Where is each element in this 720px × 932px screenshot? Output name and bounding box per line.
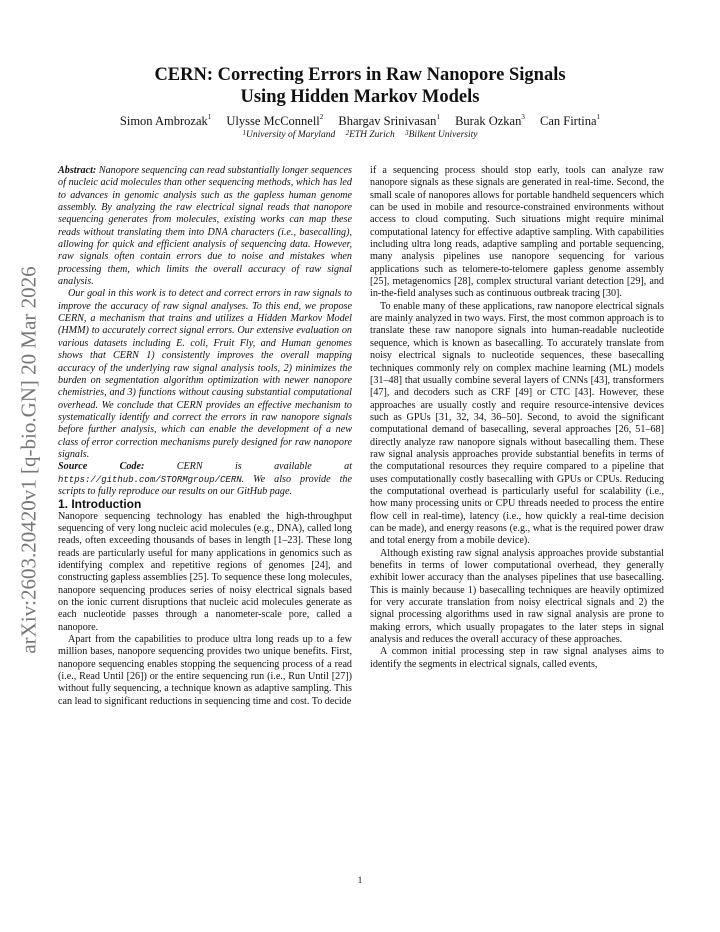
author-list [0, 114, 720, 129]
body-paragraph: Nanopore sequencing technology has enabled the high-throughput sequencing of very long nucleic acid molecules (e.g., DNA), called long reads, often exceeding thousands of bases in length [1–23]. These long reads are particularly useful for many applications in genomics such as identifying complex and repetitive regions of genomes [24], and constructing gapless assemblies [25]. To sequence these long molecules, nanopore sequencing produces series of noisy electrical signals based on the ionic current disruptions that nucleic acid molecules generate as each nucleotide passes through a nanometer-scale pore, called a nanopore. [58, 510, 352, 633]
body-paragraph: if a sequencing process should stop early, tools can analyze raw nanopore signals as these signals are generated in real-time. Second, the small scale of nanopores allows for portable handheld sequencers which can be used in mobile and resource-constrained environments without access to cloud computing. Such situations might require minimal computational latency for effective adaptive sampling. With capabilities including ultra long reads, adaptive sampling and portable sequencing, many analysis pipelines use nanopore sequencing for various applications such as telomere-to-telomere gapless genome assembly [25], metagenomics [28], complex structural variant detection [29], and in-the-field analyses such as continuous outbreak tracing [30]. [370, 165, 664, 300]
section-heading: 1. Introduction [58, 497, 142, 512]
abstract-label: Abstract: [58, 165, 97, 176]
affiliation-list [0, 130, 720, 140]
left-column [58, 165, 352, 708]
page-number: 1 [357, 876, 363, 886]
author: Ulysse McConnell$^2$ [226, 113, 324, 128]
body-paragraph: Apart from the capabilities to produce ultra long reads up to a few million bases, nanopore sequencing provides two unique benefits. First, nanopore sequencing enables stopping the sequencing process of a read (i.e., Read Until [26]) or the entire sequencing run (i.e., Run Until [27]) without fully sequencing, a technique known as adaptive sampling. This can lead to significant reductions in sequencing time and cost. To decide [58, 634, 352, 707]
body-paragraph: A common initial processing step in raw signal analyses aims to identify the segments in electrical signals, called events, [370, 646, 664, 670]
abstract-paragraph: Abstract: Nanopore sequencing can read substantially longer sequences of nucleic acid molecules than other sequencing methods, which has led to advances in genomic analysis such as the gapless human genome assembly. By analyzing the raw electrical signal reads that nanopore sequencing generates from molecules, existing works can map these reads without translating them into DNA characters (i.e., basecalling), allowing for quick and efficient analysis of sequencing data. However, raw signals often contain errors due to noise and mistakes when processing them, which limits the overall accuracy of raw signal analysis. [58, 165, 352, 288]
author: Bhargav Srinivasan$^1$ [338, 113, 440, 128]
paper-title-line2: Using Hidden Markov Models [240, 87, 480, 107]
author: Can Firtina$^1$ [539, 113, 601, 128]
source-code-paragraph: Source Code: CERN is available at https://github.com/STORMgroup/CERN. We also provide the scripts to fully reproduce our results on our GitHub page. [58, 461, 353, 497]
body-paragraph: Although existing raw signal analysis approaches provide substantial benefits in terms of lower computational overhead, they generally exhibit lower accuracy than the analyses pipelines that use basecalling. This is mainly because 1) basecalling techniques are heavily optimized for very accurate translation from noisy electrical signals and 2) the signal processing algorithms used in raw signal analysis are prone to making errors, which usually propagates to the later steps in signal analysis and reduces the overall accuracy of these approaches. [370, 547, 664, 646]
affiliation: $^2$ETH Zurich [345, 129, 395, 140]
paper-title-line1: CERN: Correcting Errors in Raw Nanopore Signals [154, 65, 566, 85]
right-column [370, 165, 664, 671]
arxiv-side-identifier: arXiv:2603.20420v1 [q-bio.GN] 20 Mar 2026 [16, 266, 41, 654]
affiliation: $^1$University of Maryland [242, 129, 336, 140]
abstract-paragraph: Our goal in this work is to detect and correct errors in raw signals to improve the accuracy of raw signal analyses. To this end, we propose CERN, a mechanism that trains and utilizes a Hidden Markov Model (HMM) to accurately correct signal errors. Our extensive evaluation on various datasets including E. coli, Fruit Fly, and Human genomes shows that CERN 1) consistently improves the overall mapping accuracy of the underlying raw signal analysis tools, 2) minimizes the burden on segmentation algorithm optimization with newer nanopore chemistries, and 3) functions without causing substantial computational overhead. We conclude that CERN provides an effective mechanism to systematically identify and correct the errors in raw nanopore signals before further analysis, which can enable the development of a new class of error correction mechanisms purely designed for raw nanopore signals. [58, 288, 352, 460]
affiliation: $^3$Bilkent University [405, 129, 478, 140]
source-code-link[interactable]: https://github.com/STORMgroup/CERN [58, 474, 242, 485]
author: Burak Ozkan$^3$ [455, 113, 525, 128]
body-paragraph: To enable many of these applications, raw nanopore electrical signals are mainly analyzed in two ways. First, the most common approach is to translate these raw nanopore signals into human-readable nucleotide sequence, which is known as basecalling. To accurately translate from noisy electrical signals to nucleotide sequences, these basecalling techniques commonly rely on complex machine learning (ML) models [31–48] that usually combine several layers of CNNs [43], transformers [47], and decoders such as CRF [49] or CTC [43]. However, these approaches are usually costly and require resource-intensive devices such as GPUs [31, 32, 34, 36–50]. Second, to avoid the significant computational demand of basecalling, several approaches [26, 51–68] directly analyze raw nanopore signals without basecalling them. These raw signal analysis approaches provide substantial benefits in terms of the computational resources they require compared to a pipeline that uses computationally costly basecalling with GPUs or CPUs. Reducing the computational overhead is particularly useful for scalability (i.e., how many processing units or CPU threads needed to process the entire flow cell in real-time), latency (i.e., how quickly a real-time decision can be made), and energy reasons (e.g., what is the required power draw and total energy from a mobile device). [370, 300, 664, 547]
author: Simon Ambrozak$^1$ [119, 113, 212, 128]
